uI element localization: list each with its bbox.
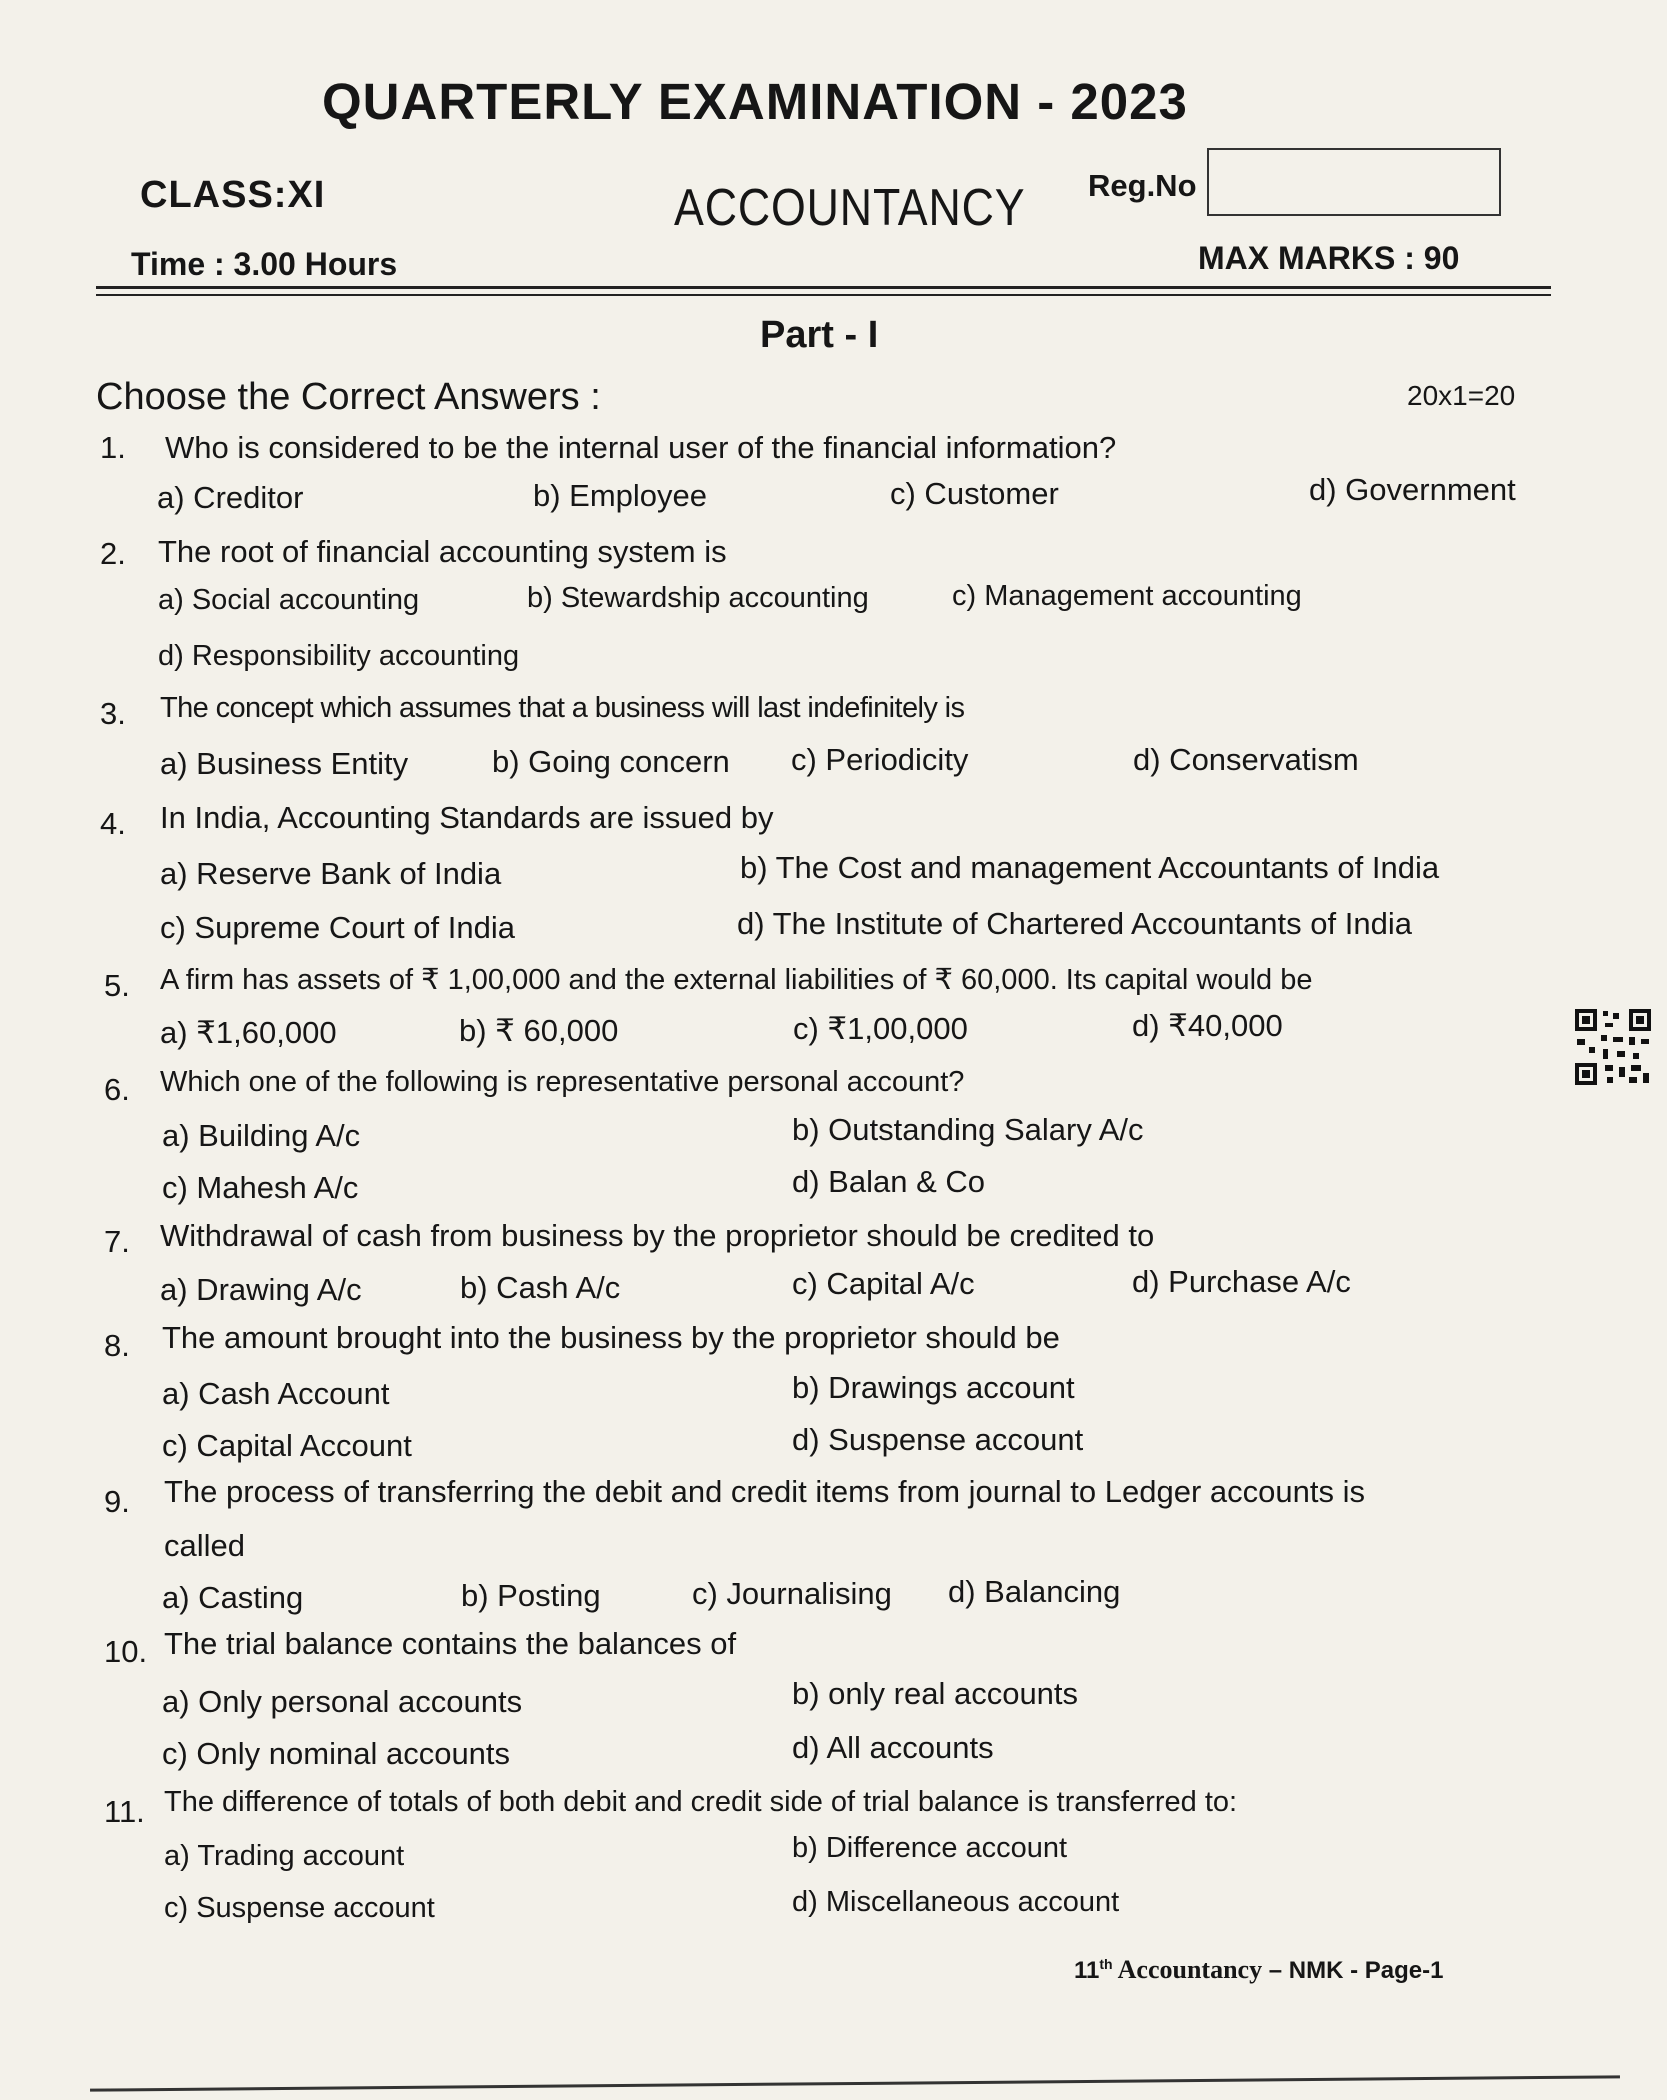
option-b: b) Posting xyxy=(461,1578,601,1613)
option-b: b) Going concern xyxy=(492,744,730,779)
marks-scheme: 20x1=20 xyxy=(1407,380,1516,411)
option-b: b) Stewardship accounting xyxy=(527,582,869,614)
option-d: d) Balan & Co xyxy=(792,1164,985,1199)
option-c: c) Management accounting xyxy=(952,580,1302,612)
question-text: The root of financial accounting system is xyxy=(158,534,727,569)
option-b: b) Drawings account xyxy=(792,1370,1075,1405)
option-a: a) Building A/c xyxy=(162,1118,361,1153)
bottom-edge-line xyxy=(90,2075,1620,2091)
max-marks-label: MAX MARKS : 90 xyxy=(1198,240,1460,276)
exam-title: QUARTERLY EXAMINATION - 2023 xyxy=(322,73,1188,130)
footer-suffix: – NMK - Page-1 xyxy=(1262,1957,1444,1984)
option-c: c) Supreme Court of India xyxy=(160,910,515,945)
option-d: d) Miscellaneous account xyxy=(792,1886,1120,1918)
question-number: 2. xyxy=(100,536,126,571)
question-number: 5. xyxy=(104,968,130,1003)
option-c: c) Only nominal accounts xyxy=(162,1736,511,1771)
option-c: c) Mahesh A/c xyxy=(162,1170,359,1205)
option-d: d) ₹40,000 xyxy=(1132,1008,1283,1043)
footer-prefix: 11 xyxy=(1074,1957,1100,1984)
question-number: 10. xyxy=(104,1634,148,1669)
option-d: d) Government xyxy=(1309,472,1516,507)
option-c: c) Capital Account xyxy=(162,1428,412,1463)
reg-no-box[interactable] xyxy=(1207,148,1501,216)
option-a: a) Drawing A/c xyxy=(160,1272,362,1307)
question-number: 7. xyxy=(104,1224,130,1259)
page-footer xyxy=(1074,1955,1443,1985)
option-a: a) Social accounting xyxy=(158,584,420,616)
option-a: a) Casting xyxy=(162,1580,304,1615)
option-d: d) The Institute of Chartered Accountants of India xyxy=(737,906,1412,941)
option-c: c) Customer xyxy=(890,476,1059,511)
question-text: The trial balance contains the balances of xyxy=(164,1626,737,1661)
option-d: d) Purchase A/c xyxy=(1132,1264,1351,1299)
question-text: The concept which assumes that a business will last indefinitely is xyxy=(160,692,965,724)
question-text-continued: called xyxy=(164,1528,245,1563)
option-d: d) Responsibility accounting xyxy=(158,640,520,672)
option-b: b) Difference account xyxy=(792,1832,1068,1864)
option-c: c) Capital A/c xyxy=(792,1266,975,1301)
option-a: a) Creditor xyxy=(157,480,304,515)
option-a: a) Only personal accounts xyxy=(162,1684,523,1719)
question-number: 4. xyxy=(100,806,126,841)
question-text: A firm has assets of ₹ 1,00,000 and the external liabilities of ₹ 60,000. Its capital would be xyxy=(160,964,1313,996)
subject-title: ACCOUNTANCY xyxy=(674,179,1026,237)
option-c: c) Suspense account xyxy=(164,1892,435,1924)
question-number: 8. xyxy=(104,1328,130,1363)
option-a: a) ₹1,60,000 xyxy=(160,1015,337,1050)
question-text: In India, Accounting Standards are issued by xyxy=(160,800,774,835)
instruction-text: Choose the Correct Answers : xyxy=(96,376,601,418)
question-text: The difference of totals of both debit and credit side of trial balance is transferred to: xyxy=(164,1786,1238,1818)
option-d: d) Suspense account xyxy=(792,1422,1084,1457)
footer-subject: Accountancy xyxy=(1112,1955,1263,1984)
option-b: b) Outstanding Salary A/c xyxy=(792,1112,1144,1147)
reg-no-label: Reg.No xyxy=(1088,168,1197,203)
question-text: Which one of the following is representative personal account? xyxy=(160,1066,965,1098)
question-number: 9. xyxy=(104,1484,130,1519)
question-text: Who is considered to be the internal user of the financial information? xyxy=(165,430,1117,465)
qr-code-icon xyxy=(1573,1007,1653,1087)
option-b: b) Cash A/c xyxy=(460,1270,621,1305)
option-a: a) Cash Account xyxy=(162,1376,390,1411)
header-divider xyxy=(96,286,1551,289)
option-b: b) ₹ 60,000 xyxy=(459,1013,619,1048)
option-b: b) only real accounts xyxy=(792,1676,1079,1711)
option-a: a) Reserve Bank of India xyxy=(160,856,502,891)
question-text: The amount brought into the business by the proprietor should be xyxy=(162,1320,1060,1355)
part-heading: Part - I xyxy=(760,314,879,356)
question-number: 1. xyxy=(100,430,126,465)
option-b: b) Employee xyxy=(533,478,708,513)
option-c: c) ₹1,00,000 xyxy=(793,1011,968,1046)
question-number: 3. xyxy=(100,696,126,731)
header-divider-secondary xyxy=(96,294,1551,296)
time-label: Time : 3.00 Hours xyxy=(131,246,398,282)
option-b: b) The Cost and management Accountants of India xyxy=(740,850,1440,885)
question-number: 6. xyxy=(104,1072,130,1107)
footer-superscript: th xyxy=(1099,1956,1113,1972)
option-c: c) Periodicity xyxy=(791,742,969,777)
question-text: The process of transferring the debit and credit items from journal to Ledger accounts is xyxy=(164,1474,1365,1509)
option-d: d) Conservatism xyxy=(1133,742,1359,777)
option-c: c) Journalising xyxy=(692,1576,892,1611)
option-a: a) Trading account xyxy=(164,1840,405,1872)
option-d: d) Balancing xyxy=(948,1574,1121,1609)
question-number: 11. xyxy=(104,1794,145,1829)
option-d: d) All accounts xyxy=(792,1730,994,1765)
option-a: a) Business Entity xyxy=(160,746,409,781)
class-label: CLASS:XI xyxy=(140,174,326,216)
question-text: Withdrawal of cash from business by the proprietor should be credited to xyxy=(160,1218,1155,1253)
